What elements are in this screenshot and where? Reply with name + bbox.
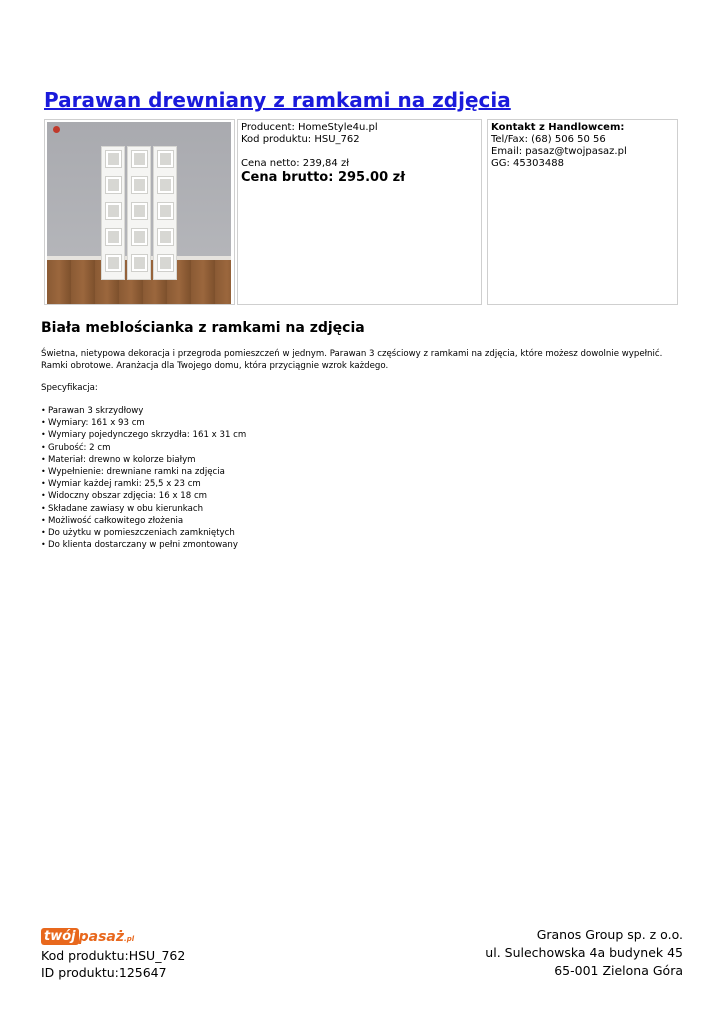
contact-phone: Tel/Fax: (68) 506 50 56 xyxy=(491,134,606,145)
list-item: • Możliwość całkowitego złożenia xyxy=(41,515,246,527)
photo-frame xyxy=(158,177,173,193)
list-item: • Wymiary pojedynczego skrzydła: 161 x 31 cm xyxy=(41,429,246,441)
photo-frame xyxy=(106,151,121,167)
list-item: • Parawan 3 skrzydłowy xyxy=(41,405,246,417)
photo-frame xyxy=(132,151,147,167)
photo-frame xyxy=(158,255,173,271)
product-image-box xyxy=(44,119,235,305)
footer-product-id: ID produktu:125647 xyxy=(41,965,167,980)
photo-frame xyxy=(158,151,173,167)
producer-text: Producent: HomeStyle4u.pl xyxy=(241,122,378,133)
footer-company: Granos Group sp. z o.o. xyxy=(536,927,683,942)
list-item: • Do użytku w pomieszczeniach zamkniętych xyxy=(41,527,246,539)
list-item: • Widoczny obszar zdjęcia: 16 x 18 cm xyxy=(41,490,246,502)
photo-logo-icon xyxy=(53,126,60,133)
product-code-text: Kod produktu: HSU_762 xyxy=(241,134,360,145)
contact-title: Kontakt z Handlowcem: xyxy=(491,122,625,133)
product-info-box xyxy=(237,119,482,305)
footer-product-code: Kod produktu:HSU_762 xyxy=(41,948,186,963)
twojpasaz-logo xyxy=(41,926,134,946)
list-item: • Wymiar każdej ramki: 25,5 x 23 cm xyxy=(41,478,246,490)
contact-box xyxy=(487,119,678,305)
gross-price-text: Cena brutto: 295.00 zł xyxy=(241,170,406,185)
net-price-text: Cena netto: 239,84 zł xyxy=(241,158,350,169)
description-heading: Biała meblościanka z ramkami na zdjęcia xyxy=(41,320,365,336)
photo-frame xyxy=(106,229,121,245)
footer-street: ul. Sulechowska 4a budynek 45 xyxy=(485,945,683,960)
logo-suffix: .pl xyxy=(124,934,135,943)
list-item: • Składane zawiasy w obu kierunkach xyxy=(41,503,246,515)
contact-email: Email: pasaz@twojpasaz.pl xyxy=(491,146,627,157)
contact-gg: GG: 45303488 xyxy=(491,158,564,169)
product-photo xyxy=(47,122,231,304)
spec-label: Specyfikacja: xyxy=(41,383,98,393)
photo-frame xyxy=(158,229,173,245)
product-title-link[interactable]: Parawan drewniany z ramkami na zdjęcia xyxy=(44,88,511,112)
photo-frame xyxy=(132,177,147,193)
footer-city: 65-001 Zielona Góra xyxy=(554,963,683,978)
screen-panel-right xyxy=(153,146,177,280)
description-text: Świetna, nietypowa dekoracja i przegroda pomieszczeń w jednym. Parawan 3 częściowy z ramkami na zdjęcia, które możesz dowolnie wypełnić. Ramki obrotowe. Aranżacja dla Twojego domu, która przyciągnie wzrok każdego. xyxy=(41,349,663,372)
photo-frame xyxy=(132,255,147,271)
list-item: • Wymiary: 161 x 93 cm xyxy=(41,417,246,429)
photo-frame xyxy=(158,203,173,219)
list-item: • Materiał: drewno w kolorze białym xyxy=(41,454,246,466)
spec-list xyxy=(41,405,246,551)
photo-frame xyxy=(106,203,121,219)
screen-panel-middle xyxy=(127,146,151,280)
logo-word: pasaż xyxy=(78,928,125,945)
photo-frame xyxy=(106,255,121,271)
list-item: • Wypełnienie: drewniane ramki na zdjęcia xyxy=(41,466,246,478)
photo-frame xyxy=(132,229,147,245)
footer-product-ids xyxy=(41,947,185,981)
logo-box: twój xyxy=(41,928,79,945)
footer-company-address xyxy=(485,926,683,980)
logo-text xyxy=(79,929,134,945)
list-item: • Do klienta dostarczany w pełni zmontowany xyxy=(41,539,246,551)
photo-frame xyxy=(132,203,147,219)
screen-panel-left xyxy=(101,146,125,280)
list-item: • Grubość: 2 cm xyxy=(41,442,246,454)
photo-frame xyxy=(106,177,121,193)
